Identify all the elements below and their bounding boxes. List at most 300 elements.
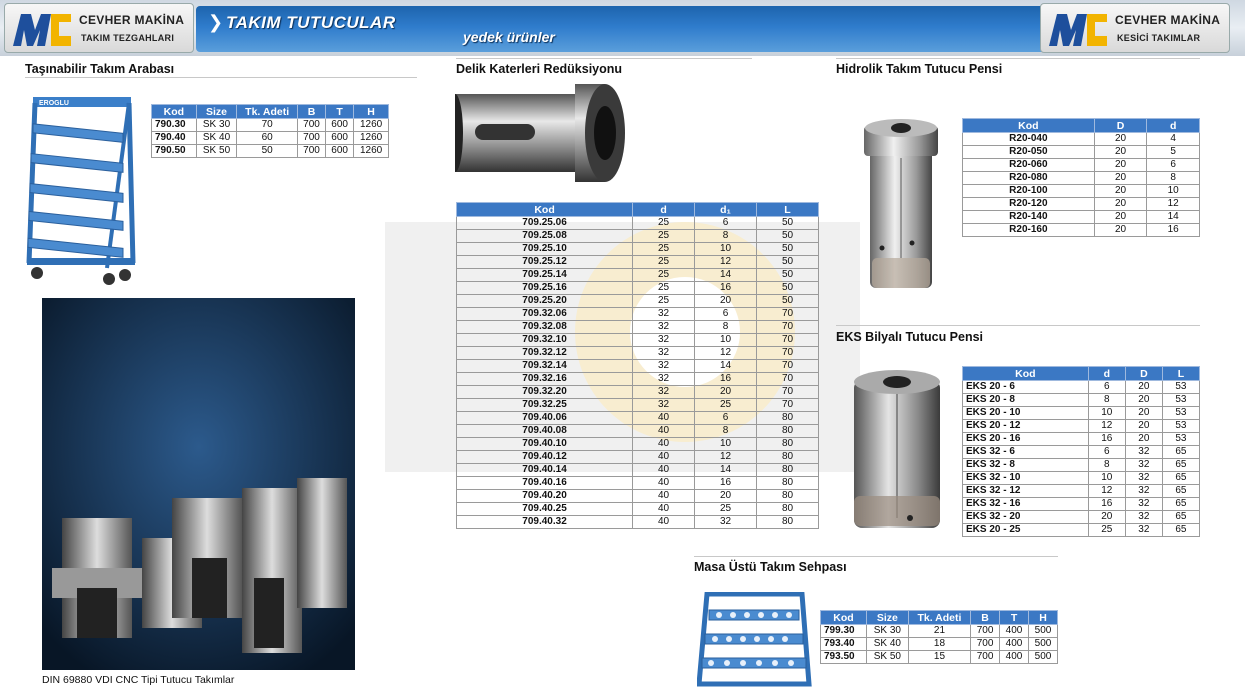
logo-right-sub: KESİCİ TAKIMLAR [1117,33,1201,43]
table-row [963,133,1200,146]
table-cell: 6 [1088,446,1125,459]
product-code-cell: 709.25.16 [457,282,633,295]
table-row [963,459,1200,472]
table-cell: 40 [633,490,695,503]
table-cell: 400 [1000,625,1029,638]
product-code-cell: R20-160 [963,224,1095,237]
logo-right-name: CEVHER MAKİNA [1115,13,1221,27]
hydraulic-title: Hidrolik Takım Tutucu Pensi [836,62,1003,76]
table-cell: 12 [695,256,757,269]
product-code-cell: 793.50 [821,651,867,664]
table-cell: 70 [757,308,819,321]
column-header: Tk. Adeti [237,105,298,119]
product-code-cell: R20-040 [963,133,1095,146]
table-row [457,282,819,295]
trolley-brand-label: EROGLU [39,100,69,107]
table-cell: 5 [1147,146,1200,159]
table-row [821,651,1058,664]
table-cell: 400 [1000,651,1029,664]
table-row [963,159,1200,172]
table-cell: 40 [633,516,695,529]
table-row [963,511,1200,524]
table-cell: 20 [1125,381,1162,394]
table-cell: 32 [1125,459,1162,472]
product-code-cell: R20-080 [963,172,1095,185]
table-row [963,524,1200,537]
table-cell: 16 [695,477,757,490]
table-row [963,407,1200,420]
table-cell: 25 [695,399,757,412]
table-row [457,516,819,529]
table-cell: 12 [1088,420,1125,433]
table-cell: 1260 [354,132,389,145]
table-cell: 80 [757,503,819,516]
table-cell: 8 [1088,459,1125,472]
page-subtitle: yedek ürünler [463,29,555,45]
table-cell: 80 [757,464,819,477]
product-code-cell: 709.25.10 [457,243,633,256]
product-code-cell: 709.32.08 [457,321,633,334]
table-cell: 20 [1094,172,1147,185]
product-code-cell: 709.32.20 [457,386,633,399]
table-cell: 70 [757,347,819,360]
product-code-cell: 709.32.16 [457,373,633,386]
page-title: TAKIM TUTUCULAR [226,13,396,32]
table-cell: SK 30 [866,625,908,638]
logo-right [1040,3,1230,53]
table-cell: 14 [695,464,757,477]
table-cell: 32 [1125,511,1162,524]
table-cell: 25 [633,256,695,269]
table-cell: 65 [1162,472,1199,485]
table-cell: 53 [1162,381,1199,394]
table-cell: 65 [1162,485,1199,498]
table-cell: 70 [757,399,819,412]
table-cell: 25 [633,243,695,256]
table-cell: 70 [757,360,819,373]
table-cell: 70 [237,119,298,132]
product-code-cell: EKS 20 - 25 [963,524,1089,537]
product-code-cell: 709.40.32 [457,516,633,529]
table-cell: 1260 [354,145,389,158]
product-code-cell: 709.40.16 [457,477,633,490]
table-row [457,438,819,451]
column-header: Kod [457,203,633,217]
table-cell: 12 [695,451,757,464]
trolley-table [151,104,389,158]
table-cell: 700 [971,651,1000,664]
table-cell: 600 [326,119,354,132]
table-cell: 15 [908,651,970,664]
table-cell: 16 [695,373,757,386]
column-header: H [354,105,389,119]
product-code-cell: EKS 32 - 12 [963,485,1089,498]
table-row [963,172,1200,185]
table-cell: 21 [908,625,970,638]
product-code-cell: R20-060 [963,159,1095,172]
table-cell: 70 [757,334,819,347]
table-cell: 14 [695,269,757,282]
table-row [457,386,819,399]
table-cell: 25 [1088,524,1125,537]
table-row [457,373,819,386]
table-row [457,321,819,334]
table-cell: 8 [695,425,757,438]
table-cell: 10 [1147,185,1200,198]
cevher-logo-icon [11,10,73,48]
table-cell: 40 [633,503,695,516]
table-cell: 32 [633,321,695,334]
table-cell: 16 [695,282,757,295]
table-cell: 25 [633,282,695,295]
product-code-cell: 790.50 [152,145,197,158]
photo-caption: DIN 69880 VDI CNC Tipi Tutucu Takımlar [42,674,235,686]
table-cell: 20 [1094,198,1147,211]
product-code-cell: 709.40.10 [457,438,633,451]
column-header: B [297,105,325,119]
product-code-cell: EKS 20 - 16 [963,433,1089,446]
table-cell: 20 [1125,407,1162,420]
table-cell: 65 [1162,446,1199,459]
table-row [457,412,819,425]
table-cell: 20 [1125,433,1162,446]
table-cell: 700 [297,119,325,132]
product-code-cell: R20-050 [963,146,1095,159]
table-cell: 53 [1162,407,1199,420]
table-cell: 6 [1147,159,1200,172]
table-cell: 20 [695,490,757,503]
table-cell: 700 [971,638,1000,651]
product-code-cell: R20-120 [963,198,1095,211]
column-header: d [633,203,695,217]
product-code-cell: 709.40.14 [457,464,633,477]
table-cell: 8 [1147,172,1200,185]
hydraulic-table [962,118,1200,237]
table-cell: 80 [757,477,819,490]
product-code-cell: EKS 32 - 6 [963,446,1089,459]
trolley-title: Taşınabilir Takım Arabası [25,62,175,76]
table-cell: 25 [633,217,695,230]
table-cell: 32 [1125,524,1162,537]
column-header: d [1147,119,1200,133]
table-cell: 20 [1094,146,1147,159]
product-code-cell: EKS 32 - 16 [963,498,1089,511]
table-row [457,308,819,321]
table-cell: 400 [1000,638,1029,651]
table-cell: 70 [757,321,819,334]
table-row [963,498,1200,511]
table-cell: 32 [633,360,695,373]
product-code-cell: 790.30 [152,119,197,132]
table-cell: 20 [1094,133,1147,146]
table-cell: 8 [1088,394,1125,407]
product-code-cell: 790.40 [152,132,197,145]
table-row [963,211,1200,224]
table-cell: 600 [326,145,354,158]
table-cell: 20 [695,386,757,399]
divider [836,325,1200,326]
table-row [457,464,819,477]
table-cell: 700 [297,145,325,158]
table-cell: 80 [757,451,819,464]
table-row [963,433,1200,446]
table-row [963,446,1200,459]
product-code-cell: 709.32.14 [457,360,633,373]
page-header [0,0,1245,56]
table-cell: 10 [695,438,757,451]
logo-left [4,3,194,53]
table-cell: 700 [297,132,325,145]
table-cell: 50 [757,230,819,243]
column-header: Kod [821,611,867,625]
table-row [152,132,389,145]
table-cell: 32 [1125,472,1162,485]
product-code-cell: R20-100 [963,185,1095,198]
table-cell: 12 [1147,198,1200,211]
table-cell: 32 [1125,498,1162,511]
table-cell: 50 [237,145,298,158]
cevher-logo-icon [1047,10,1109,48]
eks-title: EKS Bilyalı Tutucu Pensi [836,330,984,344]
table-row [821,625,1058,638]
column-header: Tk. Adeti [908,611,970,625]
table-cell: 25 [633,230,695,243]
table-row [963,198,1200,211]
table-row [821,638,1058,651]
product-code-cell: 709.40.25 [457,503,633,516]
table-cell: 40 [633,451,695,464]
product-code-cell: 709.40.06 [457,412,633,425]
table-cell: 20 [1088,511,1125,524]
table-cell: 40 [633,438,695,451]
table-cell: 70 [757,386,819,399]
product-code-cell: 799.30 [821,625,867,638]
table-cell: 40 [633,425,695,438]
product-code-cell: 709.25.06 [457,217,633,230]
table-cell: 4 [1147,133,1200,146]
table-cell: 53 [1162,420,1199,433]
table-cell: 53 [1162,394,1199,407]
divider [456,58,752,59]
table-cell: 32 [633,308,695,321]
table-cell: 80 [757,490,819,503]
table-cell: 10 [1088,407,1125,420]
table-row [457,503,819,516]
table-row [963,224,1200,237]
table-cell: 10 [695,243,757,256]
column-header: L [1162,367,1199,381]
table-cell: 80 [757,438,819,451]
table-cell: 40 [633,477,695,490]
table-row [457,295,819,308]
table-row [963,185,1200,198]
table-cell: 20 [1125,394,1162,407]
table-cell: 65 [1162,498,1199,511]
table-cell: 12 [1088,485,1125,498]
table-cell: 32 [695,516,757,529]
table-cell: 14 [695,360,757,373]
table-cell: 10 [1088,472,1125,485]
product-code-cell: EKS 32 - 8 [963,459,1089,472]
table-cell: SK 50 [196,145,237,158]
table-cell: SK 30 [196,119,237,132]
product-code-cell: 709.32.10 [457,334,633,347]
column-header: H [1029,611,1058,625]
bench-title: Masa Üstü Takım Sehpası [694,560,847,574]
reduction-table [456,202,819,529]
product-code-cell: 709.40.08 [457,425,633,438]
table-cell: 500 [1029,638,1058,651]
table-cell: 25 [695,503,757,516]
column-header: Size [196,105,237,119]
product-code-cell: EKS 32 - 10 [963,472,1089,485]
chevron-right-icon: ❯ [208,12,224,32]
column-header: d₁ [695,203,757,217]
table-cell: 6 [695,412,757,425]
table-cell: 14 [1147,211,1200,224]
table-row [457,334,819,347]
table-cell: SK 40 [196,132,237,145]
table-cell: 500 [1029,625,1058,638]
table-row [457,477,819,490]
table-cell: 32 [633,386,695,399]
product-code-cell: EKS 20 - 8 [963,394,1089,407]
column-header: d [1088,367,1125,381]
table-row [457,490,819,503]
table-cell: 20 [1094,185,1147,198]
column-header: Kod [963,119,1095,133]
table-cell: 20 [1094,224,1147,237]
divider [694,556,1058,557]
product-code-cell: 709.32.06 [457,308,633,321]
product-code-cell: 709.32.12 [457,347,633,360]
table-row [963,485,1200,498]
divider [25,77,417,78]
table-cell: 16 [1088,498,1125,511]
table-cell: 18 [908,638,970,651]
bench-table [820,610,1058,664]
logo-left-name: CEVHER MAKİNA [79,13,185,27]
table-cell: 32 [1125,446,1162,459]
table-row [457,451,819,464]
table-cell: 65 [1162,459,1199,472]
column-header: D [1094,119,1147,133]
product-code-cell: 709.25.08 [457,230,633,243]
table-row [457,217,819,230]
table-cell: 500 [1029,651,1058,664]
table-row [457,269,819,282]
table-cell: 600 [326,132,354,145]
table-cell: 32 [633,373,695,386]
product-code-cell: EKS 20 - 12 [963,420,1089,433]
table-row [963,472,1200,485]
logo-left-sub: TAKIM TEZGAHLARI [81,33,175,43]
table-cell: 70 [757,373,819,386]
bench-stand-image [697,592,812,687]
table-cell: 40 [633,464,695,477]
table-cell: 32 [633,347,695,360]
column-header: Kod [152,105,197,119]
table-cell: 8 [695,230,757,243]
table-row [963,394,1200,407]
table-cell: 16 [1147,224,1200,237]
column-header: L [757,203,819,217]
table-cell: 25 [633,269,695,282]
table-cell: 6 [1088,381,1125,394]
product-code-cell: EKS 20 - 6 [963,381,1089,394]
table-cell: 25 [633,295,695,308]
table-cell: 10 [695,334,757,347]
table-cell: 6 [695,217,757,230]
table-cell: 65 [1162,511,1199,524]
table-row [963,146,1200,159]
product-code-cell: 709.40.12 [457,451,633,464]
table-cell: 20 [1094,159,1147,172]
table-row [457,360,819,373]
table-cell: 50 [757,269,819,282]
eks-table [962,366,1200,537]
table-cell: 32 [1125,485,1162,498]
table-cell: 8 [695,321,757,334]
column-header: Size [866,611,908,625]
divider [836,58,1200,59]
table-cell: 50 [757,256,819,269]
table-cell: 1260 [354,119,389,132]
table-cell: 50 [757,282,819,295]
table-row [963,381,1200,394]
product-code-cell: R20-140 [963,211,1095,224]
column-header: B [971,611,1000,625]
table-row [457,243,819,256]
table-cell: 700 [971,625,1000,638]
table-cell: 65 [1162,524,1199,537]
table-cell: 40 [633,412,695,425]
reduction-title: Delik Katerleri Redüksiyonu [456,62,623,76]
product-code-cell: 709.25.20 [457,295,633,308]
table-cell: 32 [633,334,695,347]
column-header: T [1000,611,1029,625]
table-row [152,145,389,158]
table-cell: SK 40 [866,638,908,651]
table-cell: 12 [695,347,757,360]
table-cell: 20 [1125,420,1162,433]
table-cell: 32 [633,399,695,412]
table-cell: 20 [1094,211,1147,224]
table-cell: 53 [1162,433,1199,446]
tool-trolley-image [25,93,140,288]
product-code-cell: 709.25.14 [457,269,633,282]
table-cell: 16 [1088,433,1125,446]
product-code-cell: EKS 20 - 10 [963,407,1089,420]
product-code-cell: 793.40 [821,638,867,651]
table-row [457,347,819,360]
product-code-cell: 709.32.25 [457,399,633,412]
product-code-cell: 709.25.12 [457,256,633,269]
table-cell: 80 [757,412,819,425]
table-cell: 6 [695,308,757,321]
column-header: Kod [963,367,1089,381]
product-code-cell: EKS 32 - 20 [963,511,1089,524]
table-row [963,420,1200,433]
eks-collet-image [850,368,945,533]
table-cell: 80 [757,516,819,529]
table-row [457,425,819,438]
reduction-sleeve-image [455,82,630,187]
table-cell: SK 50 [866,651,908,664]
cnc-tool-holders-photo [42,298,355,670]
column-header: D [1125,367,1162,381]
table-cell: 20 [695,295,757,308]
